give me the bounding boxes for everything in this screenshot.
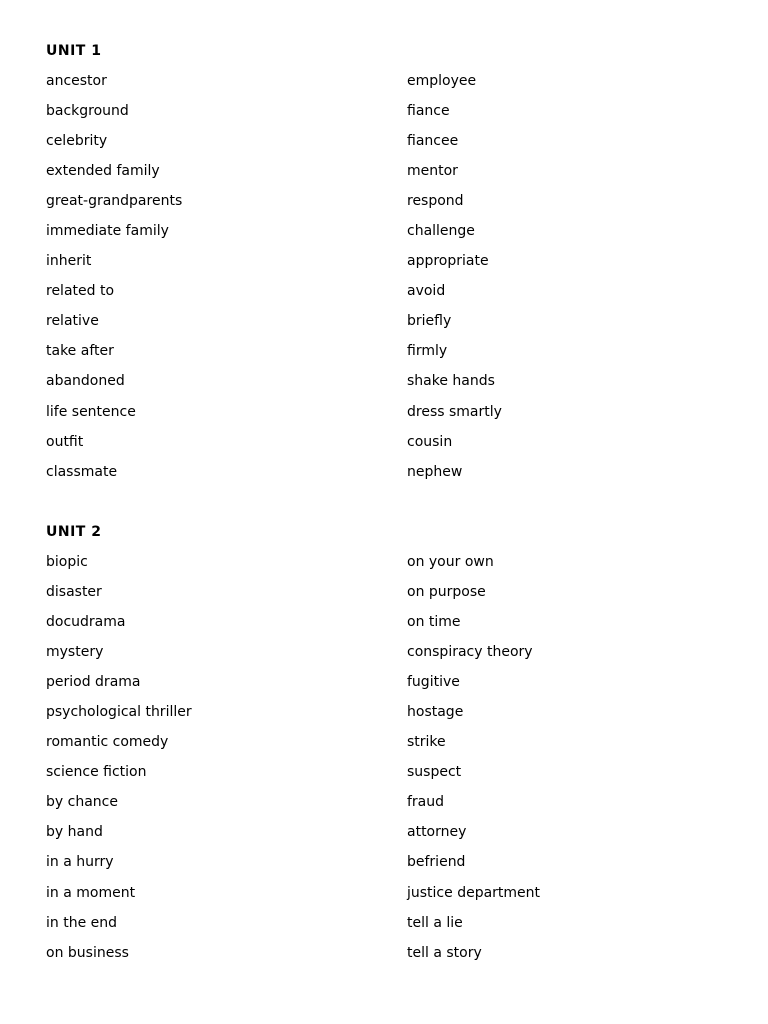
vocabulary-word: nephew xyxy=(407,463,463,480)
vocabulary-word: classmate xyxy=(46,463,118,480)
word-list xyxy=(46,72,726,493)
word-list xyxy=(46,553,726,974)
vocabulary-word: on time xyxy=(407,614,461,631)
vocabulary-word: in a hurry xyxy=(46,854,114,871)
vocabulary-word: inherit xyxy=(46,253,92,270)
vocabulary-word: appropriate xyxy=(407,253,489,270)
vocabulary-word: fiance xyxy=(407,103,450,120)
vocabulary-word: challenge xyxy=(407,223,475,240)
vocabulary-word: fraud xyxy=(407,794,445,811)
vocabulary-word: befriend xyxy=(407,854,466,871)
vocabulary-word: cousin xyxy=(407,433,453,450)
vocabulary-word: employee xyxy=(407,73,477,89)
vocabulary-word: respond xyxy=(407,193,464,210)
vocabulary-word: in a moment xyxy=(46,884,136,901)
vocabulary-word: abandoned xyxy=(46,373,125,390)
vocabulary-word: dress smartly xyxy=(407,403,502,420)
vocabulary-word: fiancee xyxy=(407,133,459,150)
vocabulary-word: background xyxy=(46,103,129,120)
vocabulary-word: great-grandparents xyxy=(46,193,183,210)
vocabulary-word: hostage xyxy=(407,704,464,721)
vocabulary-word: docudrama xyxy=(46,614,126,631)
vocabulary-word: celebrity xyxy=(46,133,108,150)
vocabulary-word: mystery xyxy=(46,644,104,661)
unit-title: UNIT 2 xyxy=(46,524,102,540)
vocabulary-word: take after xyxy=(46,343,114,360)
vocabulary-word: outfit xyxy=(46,433,84,450)
vocabulary-word: on business xyxy=(46,944,129,961)
vocabulary-word: strike xyxy=(407,734,446,751)
vocabulary-word: suspect xyxy=(407,764,462,781)
vocabulary-word: disaster xyxy=(46,584,102,601)
vocabulary-word: psychological thriller xyxy=(46,704,192,721)
vocabulary-word: science fiction xyxy=(46,764,147,781)
unit-1-section xyxy=(46,42,726,493)
vocabulary-word: firmly xyxy=(407,343,448,360)
vocabulary-word: related to xyxy=(46,283,115,300)
vocabulary-word: life sentence xyxy=(46,403,136,420)
vocabulary-word: on purpose xyxy=(407,584,486,601)
unit-title: UNIT 1 xyxy=(46,43,102,59)
vocabulary-word: shake hands xyxy=(407,373,495,390)
vocabulary-word: period drama xyxy=(46,674,141,691)
vocabulary-word: by chance xyxy=(46,794,118,811)
unit-2-section xyxy=(46,523,726,974)
vocabulary-word: in the end xyxy=(46,914,118,931)
vocabulary-word: extended family xyxy=(46,163,160,180)
vocabulary-word: briefly xyxy=(407,313,452,330)
vocabulary-word: tell a lie xyxy=(407,914,463,931)
vocabulary-word: biopic xyxy=(46,554,88,570)
vocabulary-word: romantic comedy xyxy=(46,734,169,751)
vocabulary-word: relative xyxy=(46,313,99,330)
vocabulary-word: tell a story xyxy=(407,944,482,961)
vocabulary-word: fugitive xyxy=(407,674,460,691)
vocabulary-word: conspiracy theory xyxy=(407,644,533,661)
vocabulary-word: avoid xyxy=(407,283,446,300)
vocabulary-word: justice department xyxy=(407,884,541,901)
vocabulary-word: ancestor xyxy=(46,73,107,89)
vocabulary-word: by hand xyxy=(46,824,103,841)
vocabulary-word: attorney xyxy=(407,824,467,841)
vocabulary-word: immediate family xyxy=(46,223,169,240)
vocabulary-word: mentor xyxy=(407,163,458,180)
vocabulary-word: on your own xyxy=(407,554,494,570)
